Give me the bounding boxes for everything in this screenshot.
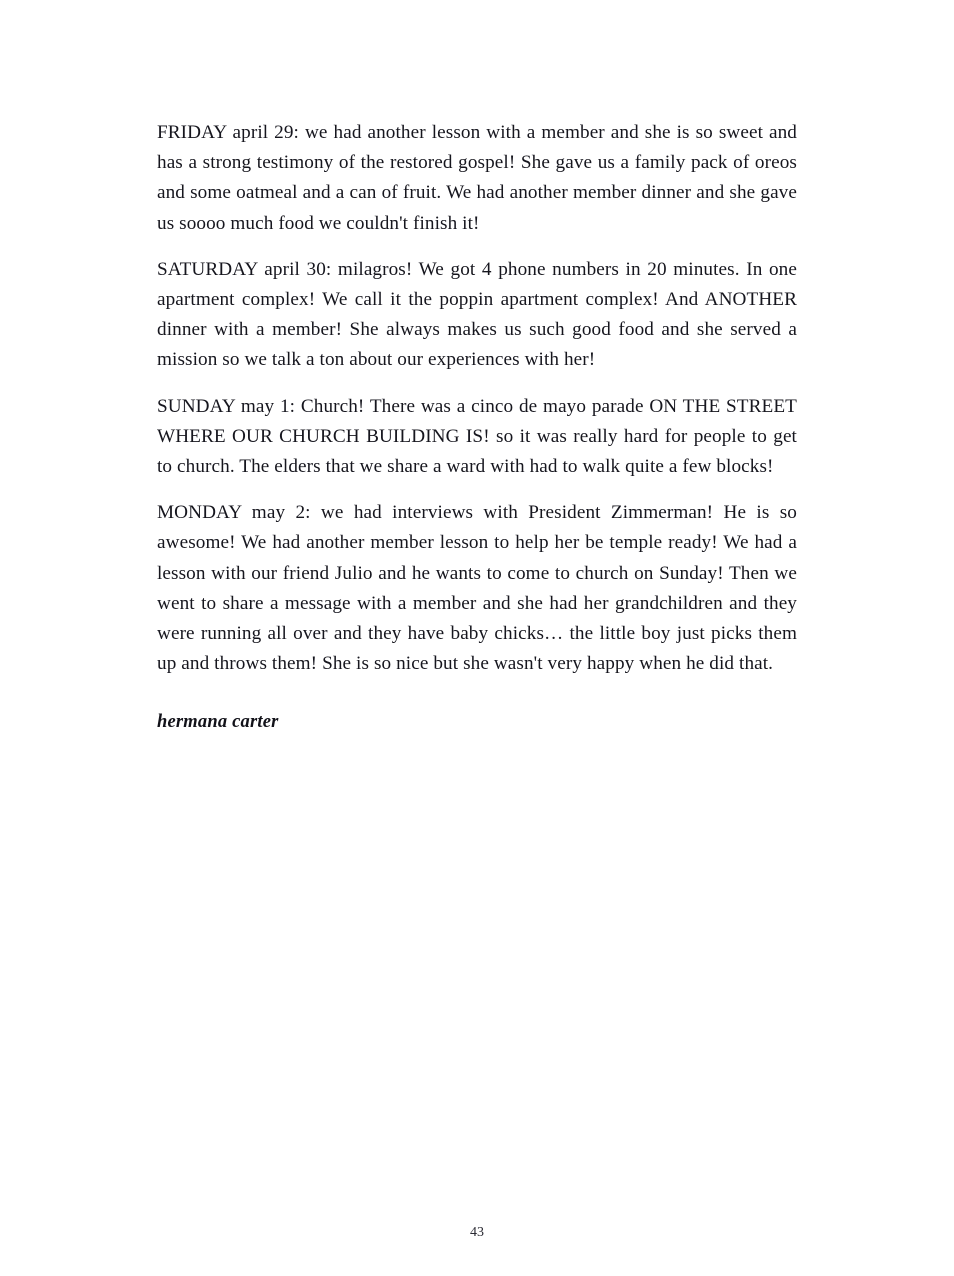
paragraph-friday: FRIDAY april 29: we had another lesson with a member and she is so sweet and has a strong testimony of the restored gospel! She gave us a family pack of oreos and some oatmeal and a can of fruit. We had another member dinner and she gave us soooo much food we couldn't finish it! (157, 122, 797, 234)
page-body (157, 118, 797, 735)
page-number: 43 (470, 1225, 484, 1240)
signature-line: hermana carter (157, 712, 279, 733)
paragraph-saturday: SATURDAY april 30: milagros! We got 4 phone numbers in 20 minutes. In one apartment complex! We call it the poppin apartment complex! And ANOTHER dinner with a member! She always makes us such good food and she served a mission so we talk a ton about our experiences with her! (157, 258, 797, 371)
paragraph-sunday: SUNDAY may 1: Church! There was a cinco de mayo parade ON THE STREET WHERE OUR CHURCH BUILDING IS! so it was really hard for people to get to church. The elders that we share a ward with had to walk quite a few blocks! (157, 395, 797, 478)
paragraph-monday: MONDAY may 2: we had interviews with President Zimmerman! He is so awesome! We had another member lesson to help her be temple ready! We had a lesson with our friend Julio and he wants to come to church on Sunday! Then we went to share a message with a member and she had her grandchildren and they were running all over and they have baby chicks… the little boy just picks them up and throws them! She is so nice but she wasn't very happy when he did that. (157, 502, 797, 675)
